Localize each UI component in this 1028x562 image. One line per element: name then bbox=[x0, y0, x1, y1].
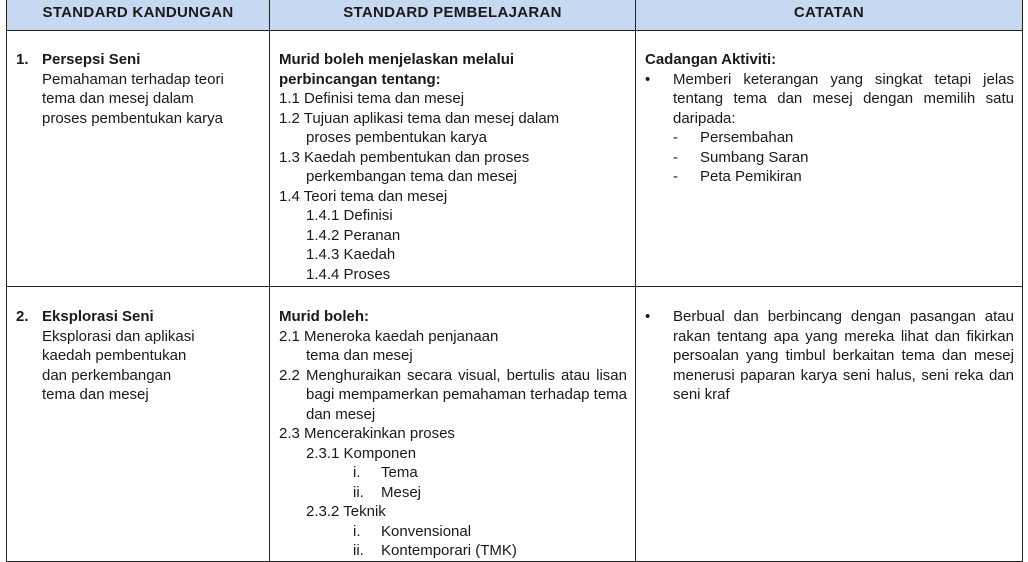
topic-heading: 2. Eksplorasi Seni bbox=[16, 308, 154, 325]
topic-desc-line: tema dan mesej dalam bbox=[42, 90, 194, 107]
roman-item: i. Tema bbox=[353, 464, 418, 481]
table-row bbox=[7, 287, 1023, 562]
bullet-icon: • bbox=[645, 70, 651, 88]
roman-item: ii. Mesej bbox=[353, 483, 422, 501]
activity-bullet: • Memberi keterangan yang singkat tetapi jelas tentang tema dan mesej dengan memilih satu daripada: bbox=[645, 70, 1014, 127]
activity-dash-item: - Sumbang Saran bbox=[673, 148, 809, 166]
kandungan-cell bbox=[7, 31, 270, 287]
header-standard-pembelajaran: STANDARD PEMBELAJARAN bbox=[270, 0, 636, 31]
topic-title: Eksplorasi Seni bbox=[42, 308, 154, 325]
learning-item: 1.4 Teori tema dan mesej bbox=[279, 187, 448, 205]
learning-item: 2.1 Meneroka kaedah penjanaan bbox=[279, 327, 499, 345]
learning-item-cont: proses pembentukan karya bbox=[306, 129, 487, 146]
learning-subitem: 1.4.1 Definisi bbox=[306, 207, 393, 224]
roman-item: ii. Kontemporari (TMK) bbox=[353, 542, 517, 559]
learning-item-cont: tema dan mesej bbox=[306, 347, 413, 364]
table-row bbox=[7, 31, 1023, 287]
learning-subitem: 1.4.3 Kaedah bbox=[306, 246, 396, 263]
learning-subitem: 1.4.4 Proses bbox=[306, 265, 391, 283]
catatan-cell bbox=[636, 287, 1023, 562]
bullet-icon: • bbox=[645, 308, 651, 325]
learning-item-cont: perkembangan tema dan mesej bbox=[306, 168, 517, 185]
learning-subitem: 2.3.2 Teknik bbox=[306, 503, 386, 520]
catatan-cell bbox=[636, 31, 1023, 287]
activity-lead: Cadangan Aktiviti: bbox=[645, 51, 777, 68]
topic-desc-line: Pemahaman terhadap teori bbox=[42, 70, 224, 88]
topic-desc-line: dan perkembangan bbox=[42, 366, 172, 384]
learning-lead-line: perbincangan tentang: bbox=[279, 70, 441, 88]
pembelajaran-cell bbox=[270, 287, 636, 562]
learning-subitem: 1.4.2 Peranan bbox=[306, 226, 401, 244]
topic-heading: 1. Persepsi Seni bbox=[16, 51, 141, 68]
activity-bullet: • Berbual dan berbincang dengan pasangan atau rakan tentang apa yang mereka lihat dan fikirkan persoalan yang timbul berkaitan tema dan mesej menerusi paparan karya seni halus, seni reka dan seni kraf bbox=[645, 308, 1014, 403]
learning-subitem: 2.3.1 Komponen bbox=[306, 444, 417, 462]
header-standard-kandungan: STANDARD KANDUNGAN bbox=[7, 0, 270, 31]
topic-desc-line: proses pembentukan karya bbox=[42, 109, 223, 127]
topic-title: Persepsi Seni bbox=[42, 51, 141, 68]
header-catatan: CATATAN bbox=[636, 0, 1023, 31]
topic-desc-line: tema dan mesej bbox=[42, 386, 149, 403]
activity-dash-item: - Peta Pemikiran bbox=[673, 168, 802, 185]
learning-item: 2.2 Menghuraikan secara visual, bertulis atau lisan bagi mempamerkan pemahaman terhadap tema dan mesej bbox=[279, 366, 628, 423]
pembelajaran-cell bbox=[270, 31, 636, 287]
roman-item: i. Konvensional bbox=[353, 522, 472, 540]
curriculum-table bbox=[6, 0, 1023, 562]
learning-lead-line: Murid boleh menjelaskan melalui bbox=[279, 51, 515, 68]
learning-item: 1.1 Definisi tema dan mesej bbox=[279, 90, 465, 107]
kandungan-cell bbox=[7, 287, 270, 562]
activity-dash-item: - Persembahan bbox=[673, 129, 794, 146]
learning-item: 1.3 Kaedah pembentukan dan proses bbox=[279, 148, 530, 166]
learning-item: 2.3 Mencerakinkan proses bbox=[279, 425, 455, 442]
header-row bbox=[7, 0, 1023, 31]
topic-desc-line: kaedah pembentukan bbox=[42, 347, 187, 364]
learning-lead-line: Murid boleh: bbox=[279, 308, 369, 325]
topic-desc-line: Eksplorasi dan aplikasi bbox=[42, 327, 195, 345]
learning-item: 1.2 Tujuan aplikasi tema dan mesej dalam bbox=[279, 109, 560, 127]
